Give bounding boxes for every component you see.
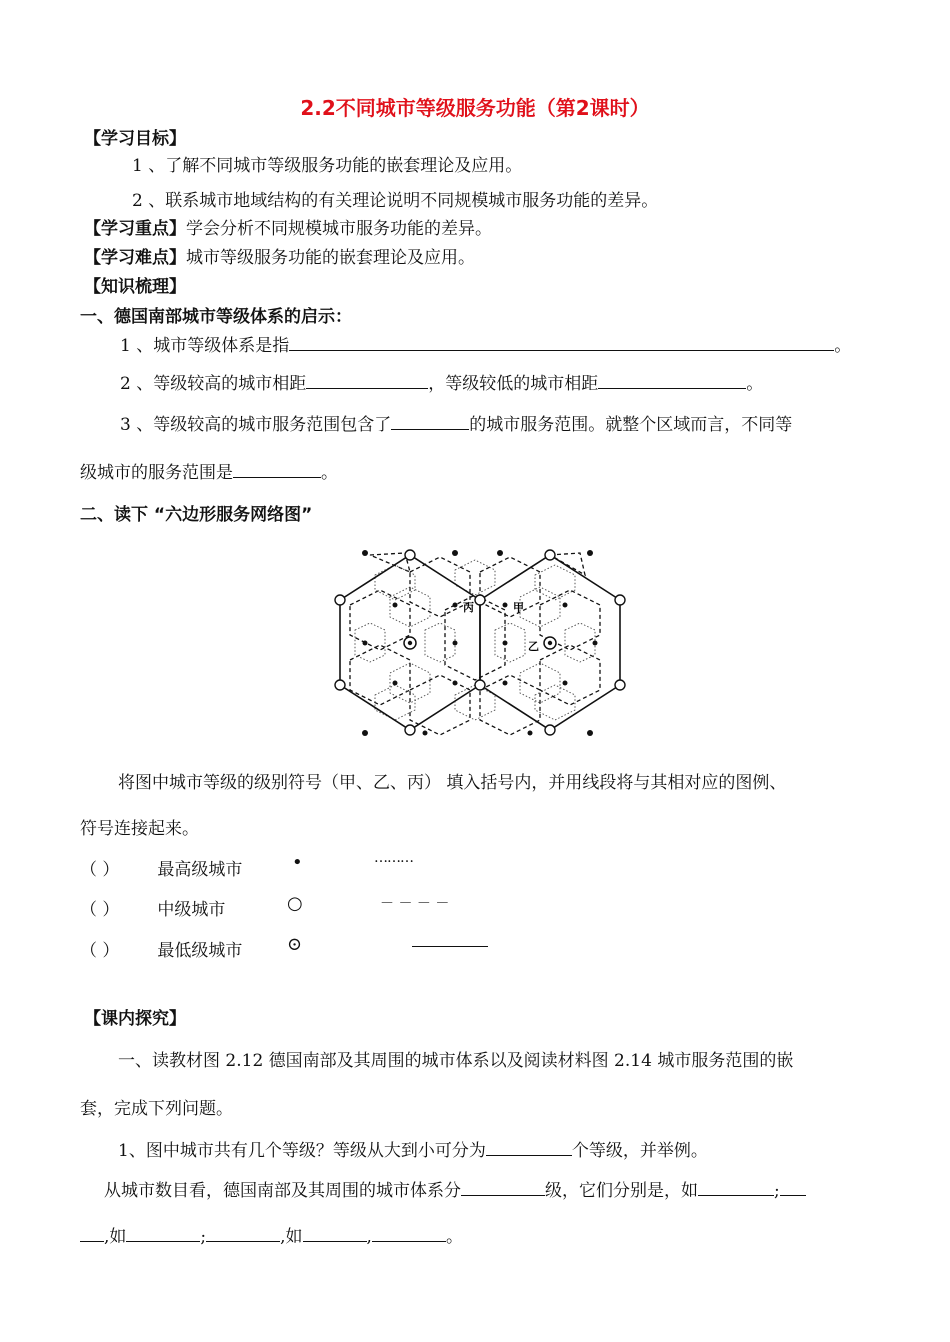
q2-text-a: 2 、等级较高的城市相距 (120, 374, 307, 394)
inquiry-q2-blank-2[interactable] (698, 1177, 774, 1196)
q2-text-b: ，等级较低的城市相距 (428, 374, 599, 394)
q1-blank[interactable] (289, 332, 834, 351)
inquiry-q3-end: 。 (445, 1227, 463, 1247)
legend-row-middle (80, 895, 297, 920)
difficulty-line (84, 243, 475, 268)
page-title: 2.2不同城市等级服务功能（第2课时） (300, 96, 650, 120)
inquiry-q1-text-a: 1、图中城市共有几个等级？等级从大到小可分为 (118, 1141, 486, 1161)
inquiry-q3-blank-4[interactable] (303, 1223, 367, 1242)
section2-heading: 二、读下 “六边形服务网络图” (80, 505, 313, 525)
focus-text: 学会分析不同规模城市服务功能的差异。 (186, 219, 492, 239)
open-circle-icon: ○ (287, 893, 303, 914)
inquiry-q3-blank-1[interactable] (80, 1223, 104, 1242)
inquiry-q1-text-b: 个等级，并举例。 (571, 1141, 708, 1161)
legend-label-middle: 中级城市 (157, 900, 226, 920)
goals-heading: 【学习目标】 (84, 129, 186, 149)
inquiry-q2-blank-1[interactable] (461, 1177, 545, 1196)
focus-heading: 【学习重点】 (84, 219, 186, 239)
q3-blank-2[interactable] (233, 459, 321, 478)
inquiry-heading: 【课内探究】 (84, 1009, 186, 1029)
inquiry-q1 (118, 1136, 708, 1161)
legend-row-highest (80, 855, 297, 880)
inquiry-q1-blank[interactable] (486, 1137, 572, 1156)
inquiry-q3-text-a: ,如 (104, 1227, 127, 1247)
legend-label-highest: 最高级城市 (157, 860, 243, 880)
inquiry-q3-blank-3[interactable] (206, 1223, 280, 1242)
q2-end: 。 (746, 374, 764, 394)
q3-text-b: 的城市服务范围。就整个区域而言，不同等 (469, 415, 793, 435)
q3-text-a: 3 、等级较高的城市服务范围包含了 (120, 415, 392, 435)
inquiry-q2-text-c: ; (774, 1181, 780, 1201)
dotted-circle-icon: ⊙ (287, 934, 303, 955)
q3-blank-1[interactable] (391, 411, 469, 430)
goal-item-1: 1 、了解不同城市等级服务功能的嵌套理论及应用。 (132, 156, 523, 176)
label-bing: 丙 (463, 601, 474, 614)
instruction-line-1: 将图中城市等级的级别符号（甲、乙、丙） 填入括号内，并用线段将与其相对应的图例、 (118, 773, 787, 793)
paren-blank-1[interactable]: （ ） (80, 860, 120, 880)
paren-blank-3[interactable]: （ ） (80, 941, 120, 961)
inquiry-para-line-2: 套，完成下列问题。 (80, 1099, 233, 1119)
inquiry-q3-blank-5[interactable] (372, 1223, 446, 1242)
q1-end: 。 (834, 336, 852, 356)
q1-text: 1 、城市等级体系是指 (120, 336, 290, 356)
q2-blank-1[interactable] (306, 370, 428, 389)
inquiry-q2-text-a: 从城市数目看，德国南部及其周围的城市体系分 (104, 1181, 461, 1201)
focus-line (84, 214, 492, 239)
review-heading: 【知识梳理】 (84, 277, 186, 297)
inquiry-q3 (80, 1222, 463, 1247)
hexagon-network-diagram (325, 545, 630, 740)
inquiry-q3-text-b: ; (200, 1227, 207, 1247)
solid-line-icon (412, 946, 488, 947)
inquiry-q3-text-d: , (366, 1227, 372, 1247)
inquiry-q2-blank-3[interactable] (780, 1177, 806, 1196)
inquiry-para-line-1: 一、读教材图 2.12 德国南部及其周围的城市体系以及阅读材料图 2.14 城市服务范围的嵌 (118, 1051, 794, 1071)
paren-blank-2[interactable]: （ ） (80, 900, 120, 920)
section1-q2 (120, 369, 763, 394)
section1-q3 (120, 410, 792, 435)
section1-q1 (120, 331, 851, 356)
difficulty-heading: 【学习难点】 (84, 248, 186, 268)
q3-text-c: 级城市的服务范围是 (80, 463, 233, 483)
legend-row-lowest (80, 936, 297, 961)
instruction-line-2: 符号连接起来。 (80, 819, 199, 839)
label-yi: 乙 (528, 640, 539, 653)
dashed-medium-hexagons (350, 553, 600, 735)
section1-heading: 一、德国南部城市等级体系的启示： (80, 307, 352, 327)
goal-item-2: 2 、联系城市地域结构的有关理论说明不同规模城市服务功能的差异。 (132, 191, 659, 211)
dashed-line-icon: － － － － (380, 896, 450, 912)
q3-end: 。 (321, 463, 338, 483)
dotted-line-icon: ……… (374, 850, 413, 866)
inquiry-q2-text-b: 级，它们分别是，如 (545, 1181, 698, 1201)
small-dot-icon: • (292, 852, 303, 873)
inquiry-q3-text-c: ,如 (280, 1227, 303, 1247)
difficulty-text: 城市等级服务功能的嵌套理论及应用。 (186, 248, 475, 268)
legend-label-lowest: 最低级城市 (157, 941, 243, 961)
label-jia: 甲 (513, 601, 524, 614)
section1-q3-cont (80, 458, 338, 483)
dotted-small-hexagons (355, 560, 595, 720)
q2-blank-2[interactable] (598, 370, 746, 389)
inquiry-q2 (104, 1176, 806, 1201)
inquiry-q3-blank-2[interactable] (126, 1223, 200, 1242)
